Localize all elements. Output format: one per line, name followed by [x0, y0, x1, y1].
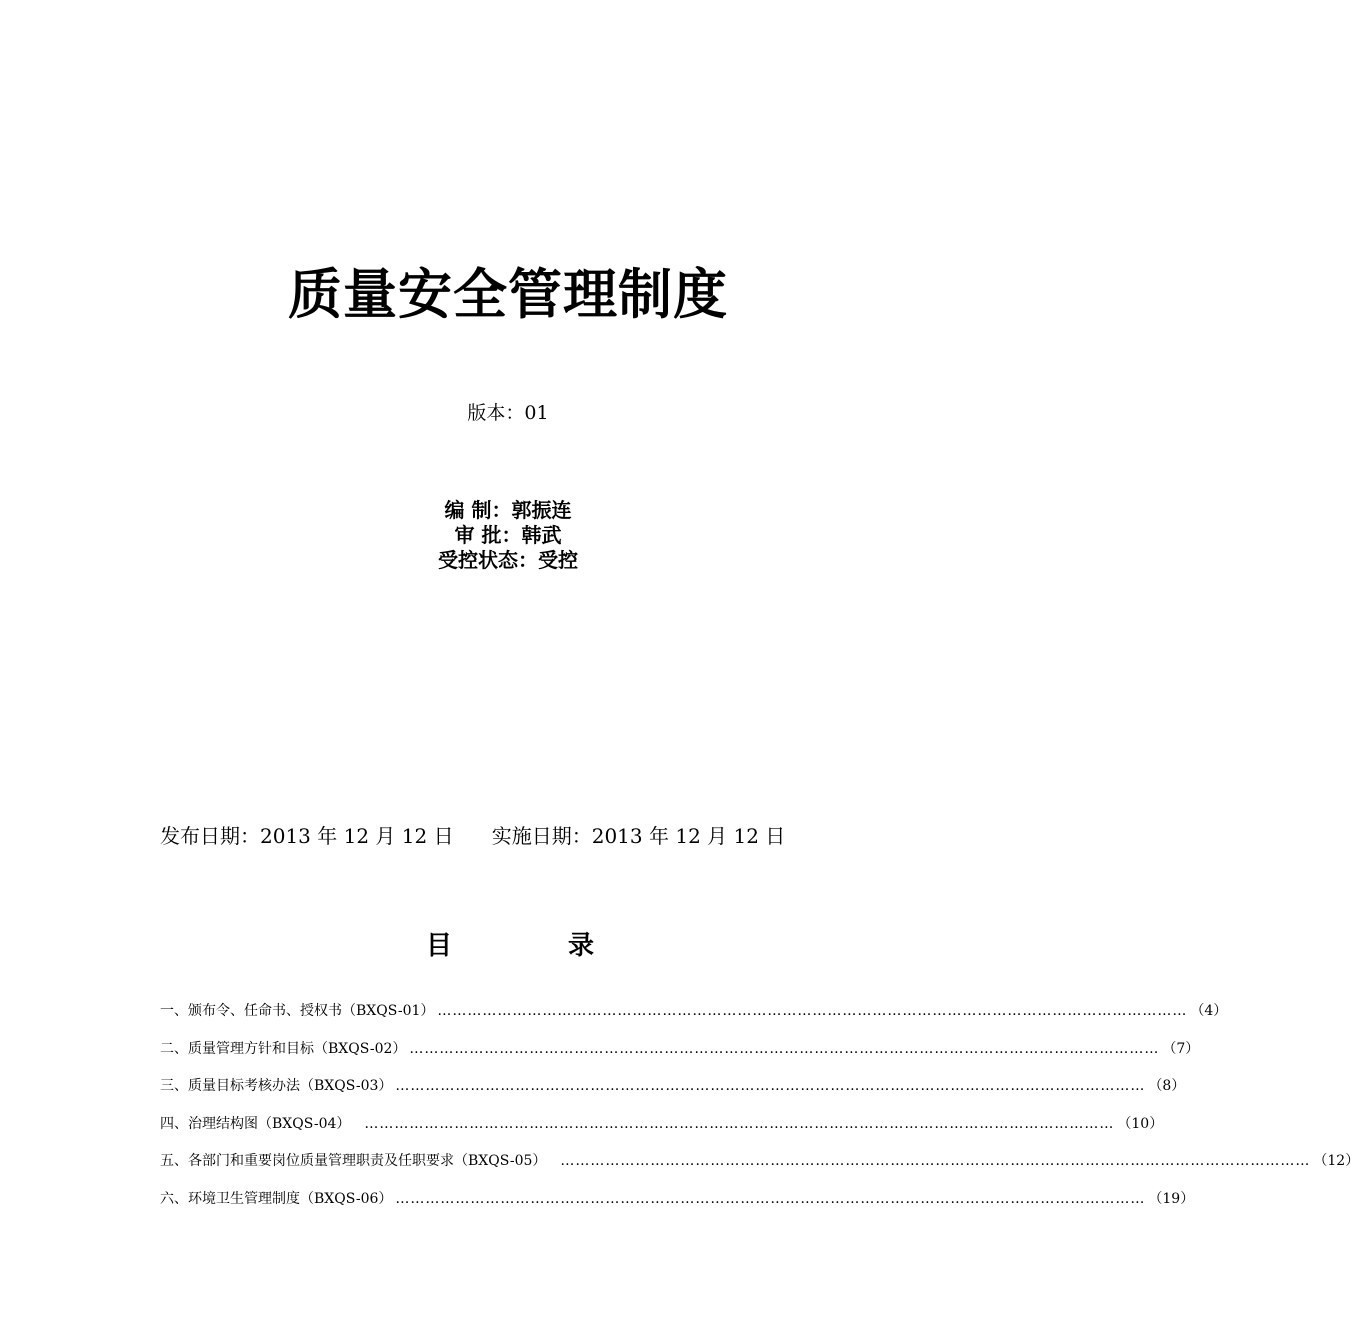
toc-dot-leader: …………………………………………………………………………………………………………………………………… — [437, 1003, 1188, 1019]
toc-dot-leader: …………………………………………………………………………………………………………………………………… — [560, 1153, 1311, 1169]
toc-entry[interactable] — [160, 1038, 1200, 1076]
toc-entry[interactable] — [160, 1000, 1228, 1038]
toc-entry-page: （10） — [1117, 1115, 1164, 1132]
toc-entry-title: 六、环境卫生管理制度（BXQS-06） — [160, 1190, 393, 1207]
table-of-contents — [160, 1000, 1359, 1225]
toc-entry[interactable] — [160, 1150, 1359, 1188]
toc-entry-title: 二、质量管理方针和目标（BXQS-02） — [160, 1040, 407, 1057]
control-status: 受控状态：受控 — [438, 548, 578, 572]
toc-entry-page: （19） — [1148, 1190, 1195, 1207]
toc-entry[interactable] — [160, 1075, 1186, 1113]
toc-dot-leader: …………………………………………………………………………………………………………………………………… — [364, 1115, 1115, 1132]
toc-heading-right: 录 — [568, 931, 595, 961]
toc-entry-title: 三、质量目标考核办法（BXQS-03） — [160, 1078, 393, 1094]
toc-dot-leader: …………………………………………………………………………………………………………………………………… — [395, 1078, 1146, 1094]
compiled-by: 编 制：郭振连 — [444, 498, 572, 522]
toc-entry-page: （8） — [1148, 1078, 1186, 1094]
toc-entry[interactable] — [160, 1188, 1195, 1226]
issue-and-effective-dates: 发布日期：2013 年 12 月 12 日 实施日期：2013 年 12 月 12 日 — [160, 824, 786, 848]
toc-dot-leader: …………………………………………………………………………………………………………………………………… — [409, 1040, 1160, 1057]
toc-entry-page: （7） — [1162, 1040, 1200, 1057]
toc-entry-title: 四、治理结构图（BXQS-04） — [160, 1115, 351, 1132]
document-title: 质量安全管理制度 — [288, 263, 728, 326]
toc-entry-title: 一、颁布令、任命书、授权书（BXQS-01） — [160, 1003, 435, 1019]
toc-heading-left: 目 — [426, 931, 453, 961]
toc-entry-page: （4） — [1190, 1003, 1228, 1019]
approved-by: 审 批：韩武 — [454, 523, 562, 547]
toc-entry[interactable] — [160, 1113, 1164, 1151]
toc-dot-leader: …………………………………………………………………………………………………………………………………… — [395, 1190, 1146, 1207]
toc-entry-page: （12） — [1313, 1153, 1359, 1169]
toc-entry-title: 五、各部门和重要岗位质量管理职责及任职要求（BXQS-05） — [160, 1153, 547, 1169]
version-label: 版本：01 — [467, 402, 549, 424]
